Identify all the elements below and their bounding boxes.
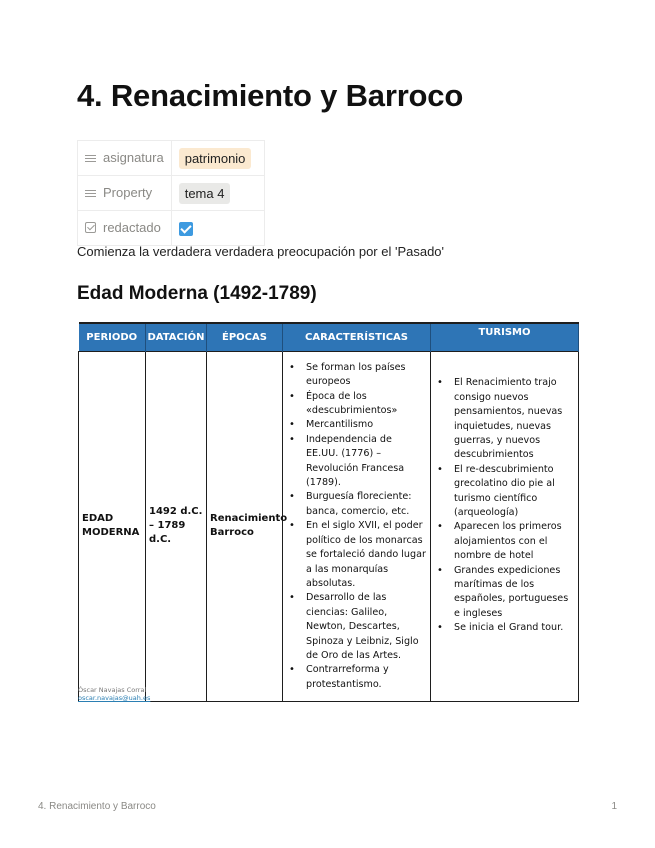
list-icon <box>85 186 97 201</box>
property-name-cell[interactable] <box>78 176 172 211</box>
page-number: 1 <box>611 801 617 812</box>
list-item: • Burguesía floreciente: banca, comercio, etc. <box>286 490 427 519</box>
edad-moderna-table-image <box>78 322 578 702</box>
list-item: • Época de los «descubrimientos» <box>286 390 427 419</box>
cell-epocas: Renacimiento Barroco <box>207 351 283 701</box>
list-item: • En el siglo XVII, el poder político de los monarcas se fortaleció dando lugar a las monarquías absolutas. <box>286 519 427 591</box>
watermark-name: Óscar Navajas Corral <box>78 686 147 694</box>
list-item: • Aparecen los primeros alojamientos con el nombre de hotel <box>434 520 575 563</box>
footer-title: 4. Renacimiento y Barroco <box>38 801 156 812</box>
cell-turismo <box>431 351 579 701</box>
property-row-redactado[interactable] <box>78 211 265 246</box>
edad-moderna-table <box>78 322 579 702</box>
property-row-asignatura[interactable] <box>78 141 265 176</box>
list-item: • El Renacimiento trajo consigo nuevos pensamientos, nuevas inquietudes, nuevas guerras, y nuevos descubrimientos <box>434 376 575 462</box>
list-item: • Se forman los países europeos <box>286 361 427 390</box>
checkbox-icon <box>85 221 97 236</box>
list-item: • Independencia de EE.UU. (1776) – Revolución Francesa (1789). <box>286 433 427 491</box>
list-item: • Desarrollo de las ciencias: Galileo, Newton, Descartes, Spinoza y Leibniz, Siglo de Oro de las Artes. <box>286 591 427 663</box>
property-name: Property <box>103 184 153 200</box>
page-title: 4. Renacimiento y Barroco <box>77 78 464 113</box>
redactado-checkbox[interactable] <box>179 222 193 236</box>
property-value-cell[interactable] <box>171 211 264 246</box>
header-periodo: PERIODO <box>79 323 146 351</box>
watermark-email: oscar.navajas@uah.es <box>78 694 151 702</box>
property-name-cell[interactable] <box>78 141 172 176</box>
intro-paragraph: Comienza la verdadera verdadera preocupación por el 'Pasado' <box>77 244 445 259</box>
list-icon <box>85 151 97 166</box>
property-value-cell[interactable] <box>171 141 264 176</box>
properties-table <box>77 140 265 246</box>
cell-caracteristicas <box>283 351 431 701</box>
header-turismo: TURISMO <box>431 323 579 351</box>
cell-periodo: EDAD MODERNA <box>79 351 146 701</box>
table-row <box>79 351 579 701</box>
tag-tema-4[interactable]: tema 4 <box>179 183 231 204</box>
list-item: • Grandes expediciones marítimas de los españoles, portugueses e ingleses <box>434 564 575 622</box>
property-name: redactado <box>103 219 161 235</box>
property-name-cell[interactable] <box>78 211 172 246</box>
list-item: • Mercantilismo <box>286 418 427 432</box>
list-item: • Contrarreforma y protestantismo. <box>286 663 427 692</box>
header-datacion: DATACIÓN <box>146 323 207 351</box>
table-header-row <box>79 323 579 351</box>
property-value-cell[interactable] <box>171 176 264 211</box>
section-heading: Edad Moderna (1492-1789) <box>77 283 317 304</box>
header-epocas: ÉPOCAS <box>207 323 283 351</box>
list-item: • Se inicia el Grand tour. <box>434 621 575 635</box>
cell-datacion: 1492 d.C. – 1789 d.C. <box>146 351 207 701</box>
list-item: • El re-descubrimiento grecolatino dio pie al turismo científico (arqueología) <box>434 463 575 521</box>
tag-patrimonio[interactable]: patrimonio <box>179 148 252 169</box>
property-name: asignatura <box>103 149 164 165</box>
header-caracteristicas: CARACTERÍSTICAS <box>283 323 431 351</box>
property-row-property[interactable] <box>78 176 265 211</box>
